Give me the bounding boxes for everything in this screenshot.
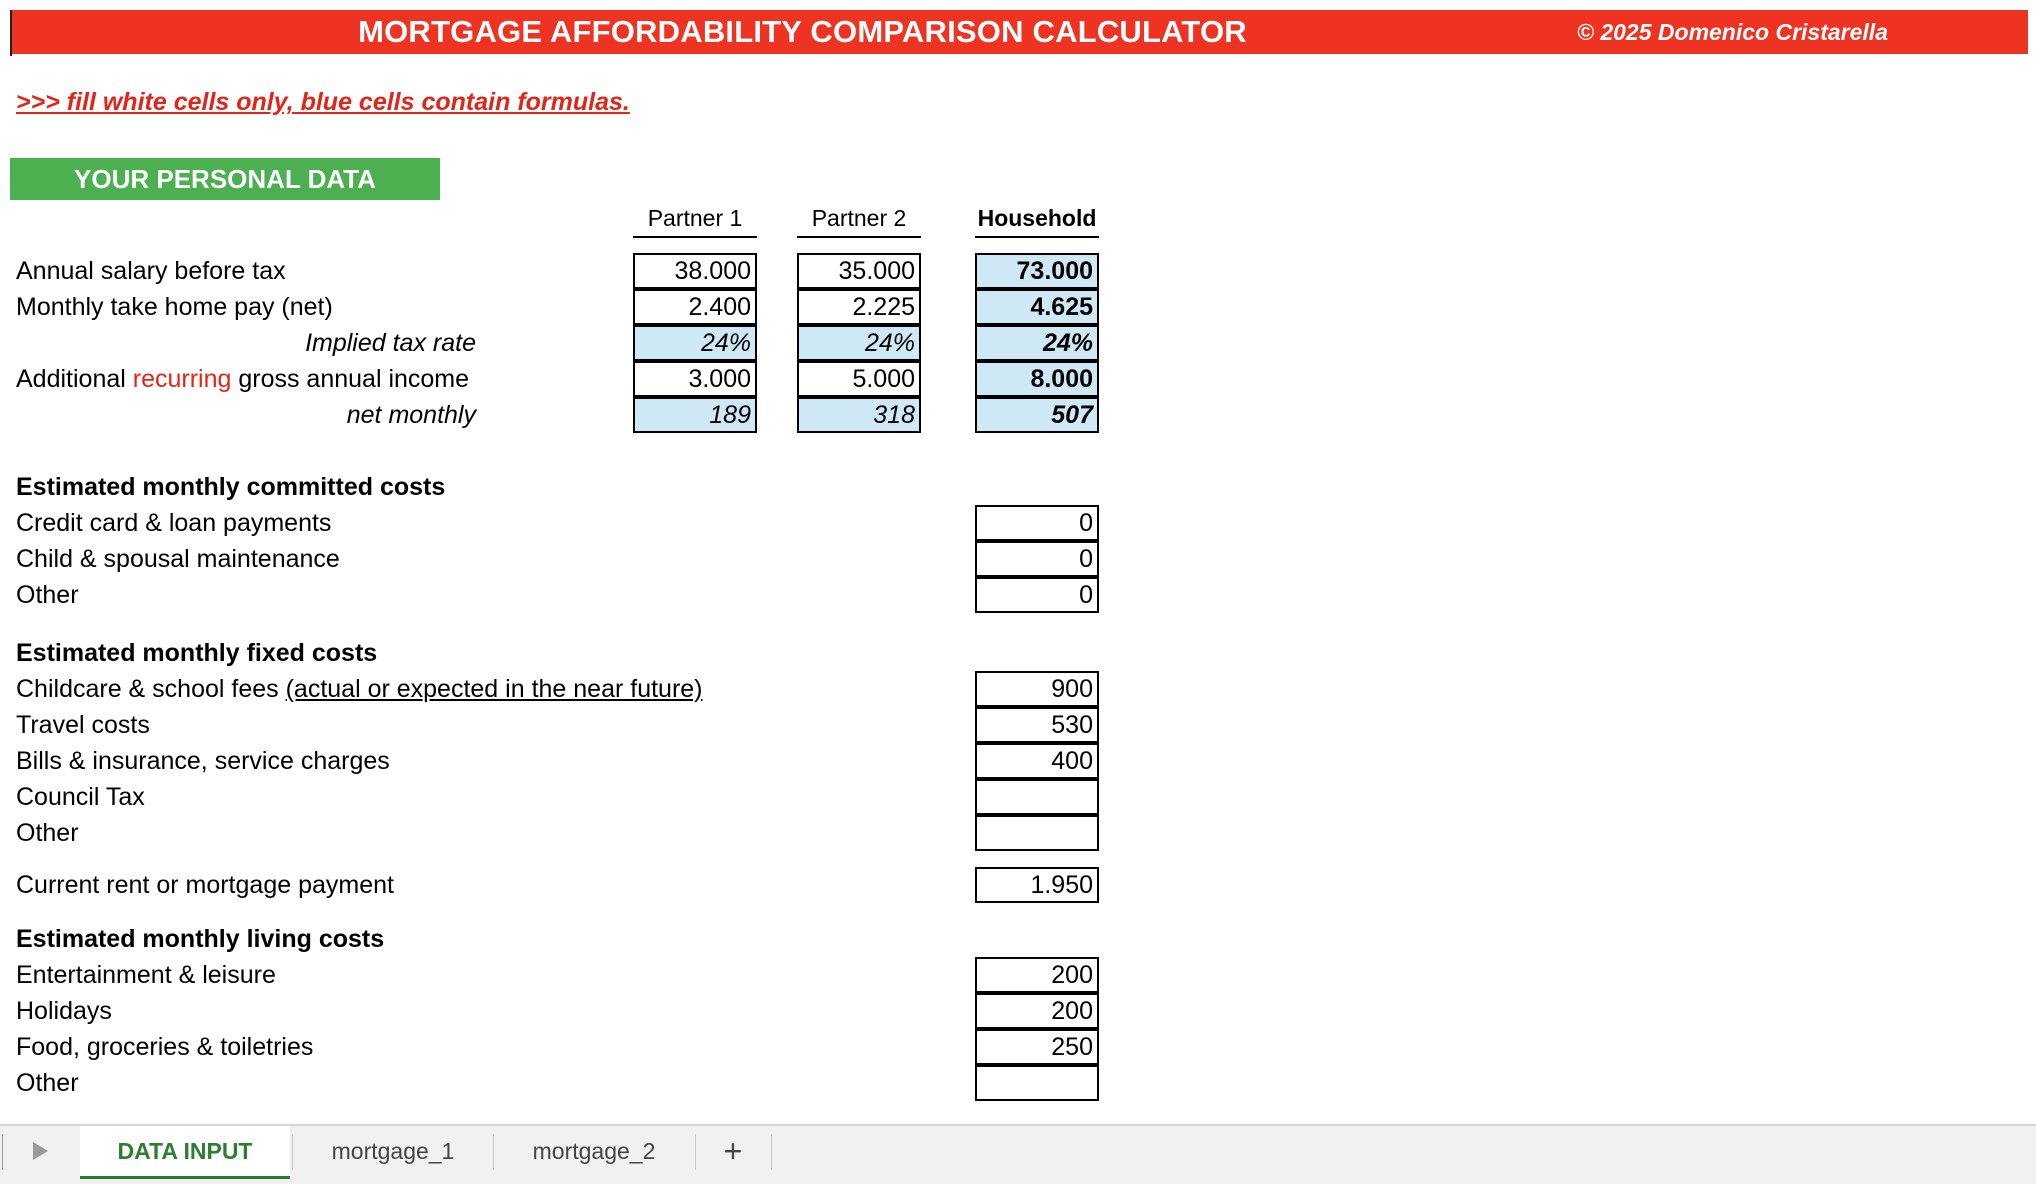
- label-travel-costs: Travel costs: [16, 711, 150, 739]
- cell-takehome-household[interactable]: 4.625: [975, 289, 1099, 325]
- tab-data-input[interactable]: DATA INPUT: [80, 1126, 290, 1179]
- tab-separator: [771, 1134, 772, 1170]
- label-food-groceries: Food, groceries & toiletries: [16, 1033, 314, 1061]
- sheet-tab-bar: [0, 1124, 2036, 1184]
- banner-title: MORTGAGE AFFORDABILITY COMPARISON CALCULATOR: [358, 14, 1247, 49]
- cell-travel-costs[interactable]: 530: [975, 707, 1099, 743]
- cell-takehome-p1[interactable]: 2.400: [633, 289, 757, 325]
- cell-salary-household[interactable]: 73.000: [975, 253, 1099, 289]
- banner-copyright: © 2025 Domenico Cristarella: [1577, 19, 1888, 45]
- label-living-other: Other: [16, 1069, 79, 1097]
- tab-mortgage-2[interactable]: mortgage_2: [532, 1138, 656, 1164]
- label-holidays: Holidays: [16, 997, 112, 1025]
- label-net-monthly: net monthly: [346, 401, 476, 429]
- cell-salary-p1[interactable]: 38.000: [633, 253, 757, 289]
- tab-mortgage-1[interactable]: mortgage_1: [331, 1138, 455, 1164]
- cell-holidays[interactable]: 200: [975, 993, 1099, 1029]
- cell-salary-p2[interactable]: 35.000: [797, 253, 921, 289]
- label-childcare-note: (actual or expected in the near future): [285, 675, 703, 703]
- label-entertainment: Entertainment & leisure: [16, 961, 276, 989]
- instruction-text: >>> fill white cells only, blue cells contain formulas.: [16, 88, 630, 116]
- column-header-partner1: Partner 1: [633, 200, 757, 238]
- label-additional-income: [16, 361, 469, 397]
- banner-edge: [10, 10, 12, 56]
- label-committed-other: Other: [16, 581, 79, 609]
- label-childcare: [16, 671, 703, 707]
- heading-living-costs: Estimated monthly living costs: [16, 925, 385, 953]
- label-salary: Annual salary before tax: [16, 257, 286, 285]
- cell-child-spousal[interactable]: 0: [975, 541, 1099, 577]
- column-header-household: Household: [975, 200, 1099, 238]
- add-sheet-button[interactable]: +: [723, 1133, 743, 1169]
- cell-taxrate-p2[interactable]: 24%: [797, 325, 921, 361]
- cell-takehome-p2[interactable]: 2.225: [797, 289, 921, 325]
- section-header-personal-data: YOUR PERSONAL DATA: [10, 158, 440, 200]
- label-council-tax: Council Tax: [16, 783, 145, 811]
- cell-netmonthly-p1[interactable]: 189: [633, 397, 757, 433]
- title-banner: [10, 10, 2028, 54]
- cell-food-groceries[interactable]: 250: [975, 1029, 1099, 1065]
- cell-bills-insurance[interactable]: 400: [975, 743, 1099, 779]
- label-taxrate: Implied tax rate: [305, 329, 476, 357]
- cell-childcare[interactable]: 900: [975, 671, 1099, 707]
- cell-netmonthly-p2[interactable]: 318: [797, 397, 921, 433]
- label-credit-card-loans: Credit card & loan payments: [16, 509, 332, 537]
- cell-netmonthly-household[interactable]: 507: [975, 397, 1099, 433]
- cell-taxrate-household[interactable]: 24%: [975, 325, 1099, 361]
- cell-additional-household[interactable]: 8.000: [975, 361, 1099, 397]
- label-additional-recurring: recurring: [132, 365, 232, 393]
- label-takehome: Monthly take home pay (net): [16, 293, 333, 321]
- heading-committed-costs: Estimated monthly committed costs: [16, 473, 446, 501]
- cell-additional-p1[interactable]: 3.000: [633, 361, 757, 397]
- cell-taxrate-p1[interactable]: 24%: [633, 325, 757, 361]
- label-current-rent: Current rent or mortgage payment: [16, 871, 394, 899]
- cell-fixed-other[interactable]: [975, 815, 1099, 851]
- cell-living-other[interactable]: [975, 1065, 1099, 1101]
- cell-entertainment[interactable]: 200: [975, 957, 1099, 993]
- tab-bar-edge: [2, 1134, 3, 1170]
- cell-additional-p2[interactable]: 5.000: [797, 361, 921, 397]
- label-additional-pre: Additional: [16, 365, 133, 393]
- cell-credit-card-loans[interactable]: 0: [975, 505, 1099, 541]
- cell-current-rent[interactable]: 1.950: [975, 867, 1099, 903]
- column-header-partner2: Partner 2: [797, 200, 921, 238]
- label-childcare-text: Childcare & school fees: [16, 675, 286, 703]
- label-fixed-other: Other: [16, 819, 79, 847]
- label-child-spousal: Child & spousal maintenance: [16, 545, 340, 573]
- cell-committed-other[interactable]: 0: [975, 577, 1099, 613]
- heading-fixed-costs: Estimated monthly fixed costs: [16, 639, 378, 667]
- label-bills-insurance: Bills & insurance, service charges: [16, 747, 390, 775]
- play-triangle-icon[interactable]: [30, 1140, 50, 1162]
- label-additional-post: gross annual income: [231, 365, 470, 393]
- cell-council-tax[interactable]: [975, 779, 1099, 815]
